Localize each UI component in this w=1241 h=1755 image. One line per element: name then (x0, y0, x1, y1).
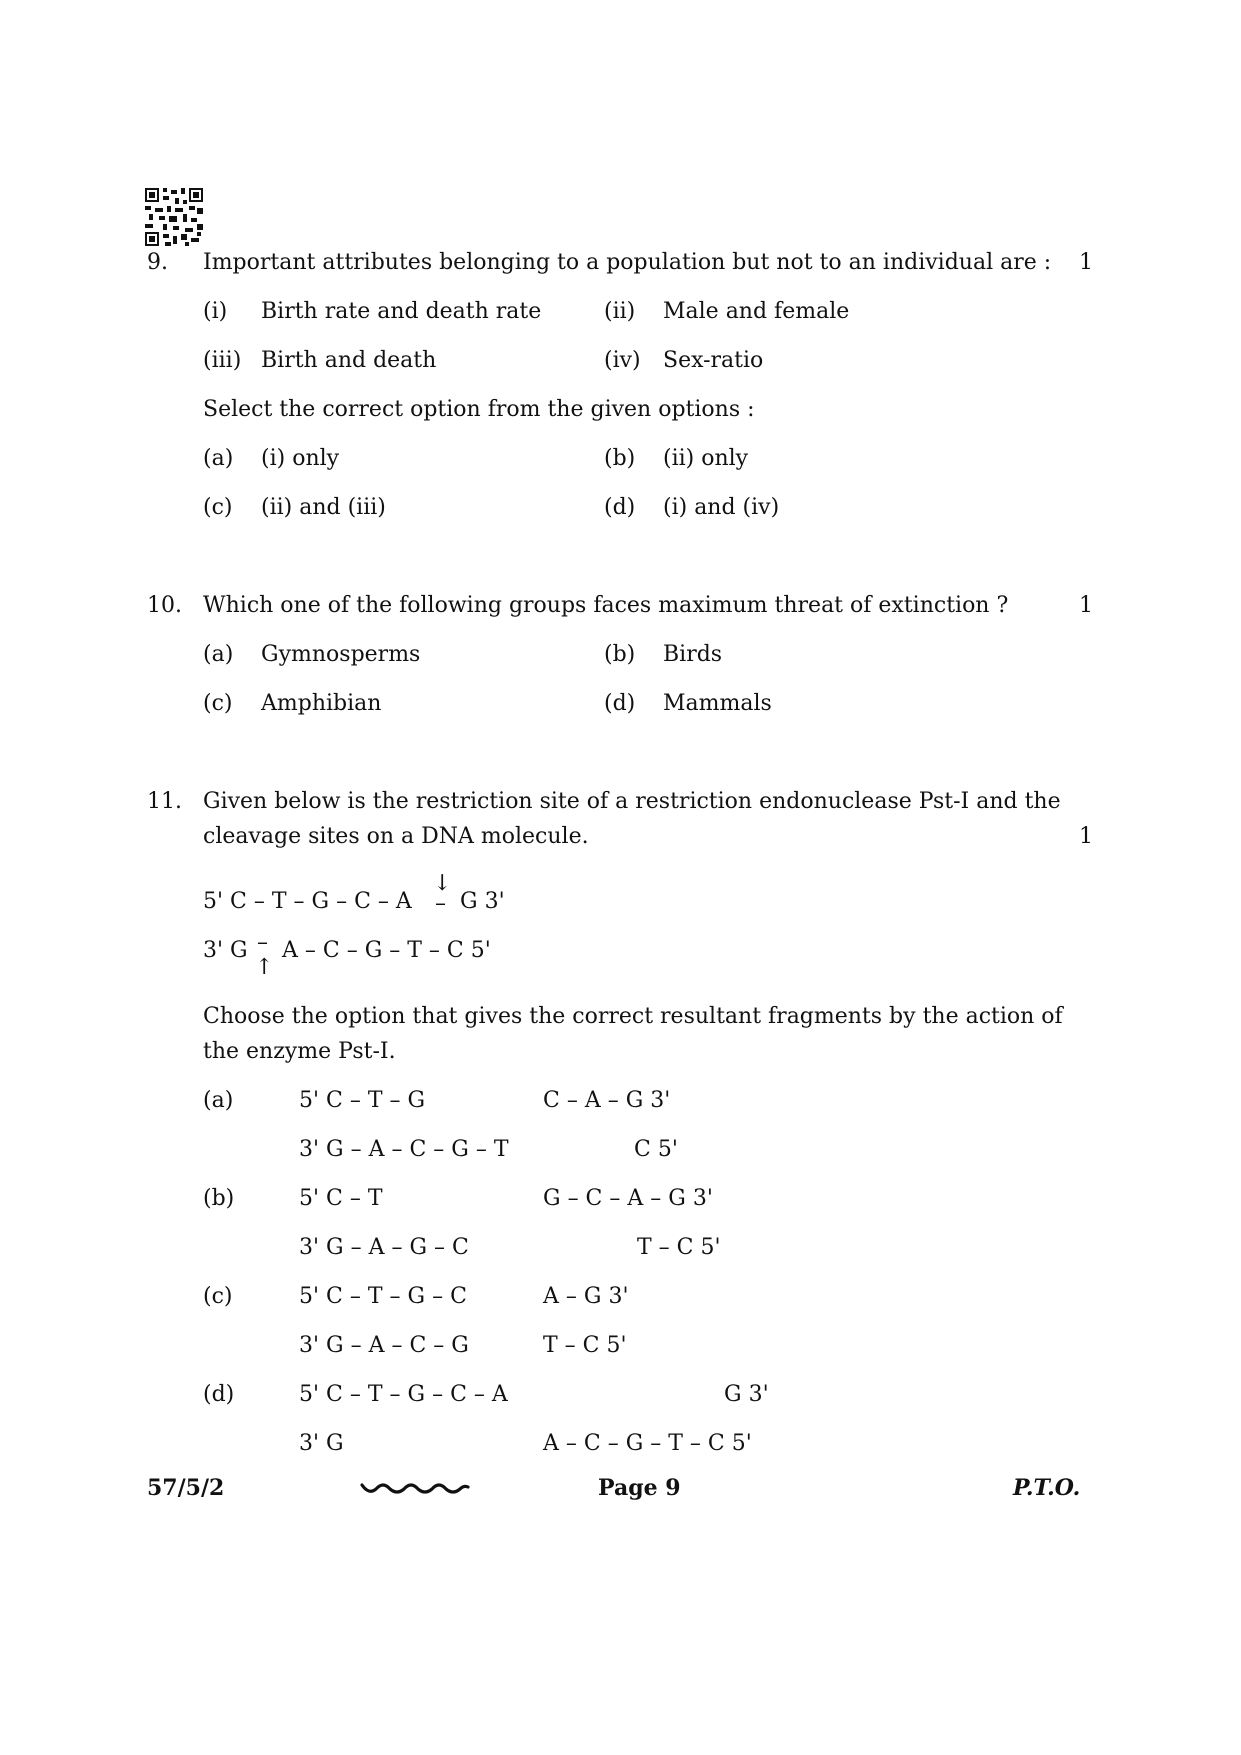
fragment-top-right: A – G 3' (543, 1284, 629, 1309)
q11-option-label: (b) (203, 1186, 235, 1211)
q9-item-text: Birth and death (261, 348, 437, 373)
paper-code: 57/5/2 (147, 1475, 225, 1501)
fragment-bottom-left: 3' G – A – C – G (299, 1333, 469, 1358)
q11-option-label: (d) (203, 1382, 235, 1407)
q9-item-label: (iii) (203, 348, 242, 373)
wave-ornament (360, 1479, 470, 1497)
fragment-bottom-left: 3' G (299, 1431, 344, 1456)
q9-option-text: (ii) and (iii) (261, 495, 386, 520)
fragment-bottom-left: 3' G – A – C – G – T (299, 1137, 509, 1162)
q9-option-text: (i) only (261, 446, 340, 471)
q11-text-line2: cleavage sites on a DNA molecule. (203, 824, 589, 849)
site-top-left: 5' C – T – G – C – A (203, 889, 412, 914)
q10-option-text: Amphibian (261, 691, 382, 716)
fragment-top-right: G – C – A – G 3' (543, 1186, 713, 1211)
q9-item-label: (ii) (604, 299, 636, 324)
q10-option-label: (a) (203, 642, 234, 667)
q9-marks: 1 (1079, 250, 1093, 275)
fragment-top-left: 5' C – T – G (299, 1088, 426, 1113)
up-arrow-icon: ↑ (255, 955, 274, 980)
pto-label: P.T.O. (1013, 1475, 1081, 1501)
fragment-bottom-right: A – C – G – T – C 5' (543, 1431, 752, 1456)
q9-item-text: Sex-ratio (663, 348, 764, 373)
site-bottom-left: 3' G (203, 938, 248, 963)
q11-marks: 1 (1079, 824, 1093, 849)
down-arrow-icon: ↓ (433, 871, 452, 896)
q10-option-text: Mammals (663, 691, 772, 716)
qr-code (145, 188, 203, 246)
fragment-bottom-right: C 5' (634, 1137, 678, 1162)
fragment-top-right: G 3' (724, 1382, 769, 1407)
q9-item-text: Male and female (663, 299, 850, 324)
q11-choose-line1: Choose the option that gives the correct resultant fragments by the action of (203, 1004, 1063, 1029)
q9-option-label: (b) (604, 446, 636, 471)
q9-instruction: Select the correct option from the given options : (203, 397, 755, 422)
q10-option-label: (b) (604, 642, 636, 667)
fragment-bottom-left: 3' G – A – G – C (299, 1235, 469, 1260)
q10-marks: 1 (1079, 593, 1093, 618)
q9-option-text: (ii) only (663, 446, 749, 471)
q10-text: Which one of the following groups faces maximum threat of extinction ? (203, 593, 1009, 618)
q10-option-label: (c) (203, 691, 233, 716)
q11-text-line1: Given below is the restriction site of a restriction endonuclease Pst-I and the (203, 789, 1061, 814)
q9-option-label: (c) (203, 495, 233, 520)
site-cut-mark: – (257, 930, 268, 955)
q10-option-label: (d) (604, 691, 636, 716)
q10-option-text: Gymnosperms (261, 642, 421, 667)
q9-item-text: Birth rate and death rate (261, 299, 542, 324)
fragment-top-left: 5' C – T – G – C – A (299, 1382, 508, 1407)
q9-text: Important attributes belonging to a population but not to an individual are : (203, 250, 1052, 275)
site-top-right: G 3' (460, 889, 505, 914)
q11-option-label: (a) (203, 1088, 234, 1113)
q11-option-label: (c) (203, 1284, 233, 1309)
q11-number: 11. (147, 789, 182, 814)
fragment-top-left: 5' C – T – G – C (299, 1284, 467, 1309)
q11-choose-line2: the enzyme Pst-I. (203, 1039, 396, 1064)
fragment-top-right: C – A – G 3' (543, 1088, 671, 1113)
fragment-bottom-right: T – C 5' (637, 1235, 721, 1260)
q9-option-text: (i) and (iv) (663, 495, 780, 520)
fragment-bottom-right: T – C 5' (543, 1333, 627, 1358)
q9-number: 9. (147, 250, 168, 275)
site-bottom-right: A – C – G – T – C 5' (282, 938, 491, 963)
q10-option-text: Birds (663, 642, 723, 667)
q9-option-label: (d) (604, 495, 636, 520)
fragment-top-left: 5' C – T (299, 1186, 383, 1211)
page-number: Page 9 (598, 1475, 681, 1501)
q9-item-label: (iv) (604, 348, 641, 373)
q9-item-label: (i) (203, 299, 228, 324)
q9-option-label: (a) (203, 446, 234, 471)
q10-number: 10. (147, 593, 182, 618)
site-cut-mark: – (435, 891, 446, 916)
